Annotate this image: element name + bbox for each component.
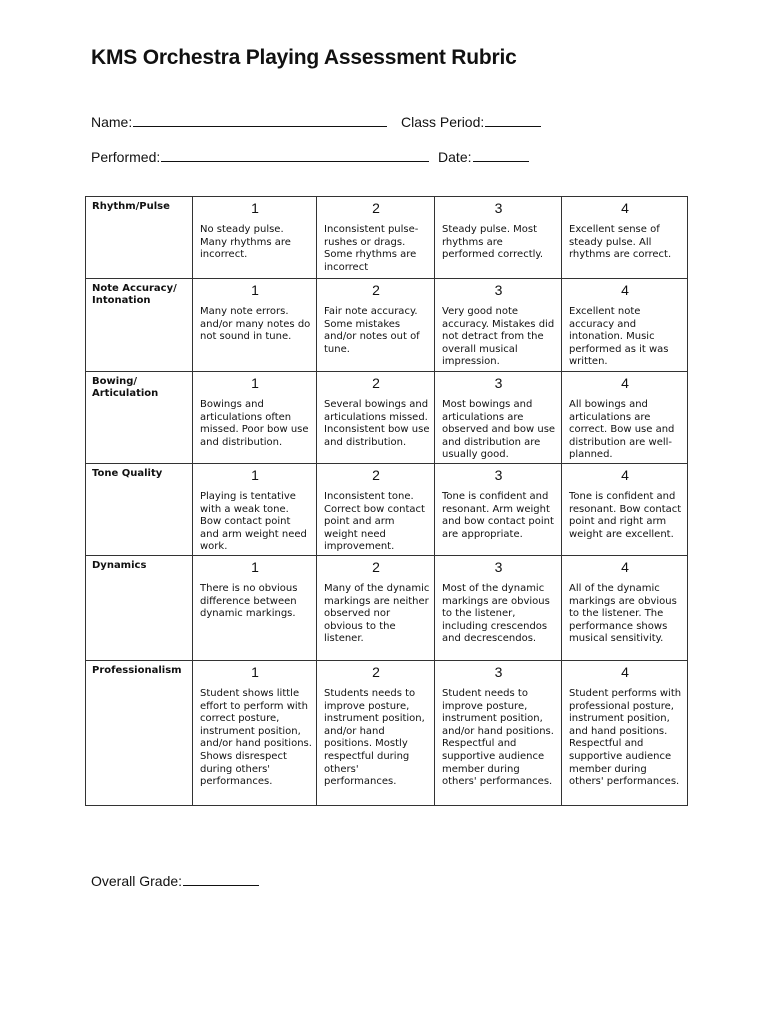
overall-grade-label: Overall Grade: — [91, 873, 183, 889]
level-description: Fair note accuracy. Some mistakes and/or notes out of tune. — [324, 306, 420, 355]
level-description: Playing is tentative with a weak tone. Bow contact point and arm weight need work. — [200, 491, 307, 553]
category-cell: Bowing/ Articulation — [86, 372, 193, 464]
level-description: Student needs to improve posture, instrument position, and/or hand positions. Respectful and supportive audience member during others' performances. — [442, 688, 554, 788]
level-description: Excellent note accuracy and intonation. Music performed as it was written. — [569, 306, 669, 368]
rubric-row-professionalism — [86, 661, 688, 806]
score-label: 3 — [494, 467, 503, 483]
score-label: 1 — [251, 200, 259, 216]
level-description: Steady pulse. Most rhythms are performed correctly. — [442, 224, 544, 261]
score-label: 1 — [251, 282, 259, 298]
level-description: Many note errors. and/or many notes do not sound in tune. — [200, 306, 311, 343]
class-period-label: Class Period: — [401, 114, 485, 130]
level-cell — [193, 372, 317, 464]
score-label: 1 — [251, 467, 259, 483]
score-label: 3 — [494, 200, 503, 216]
rubric-row-rhythm — [86, 197, 688, 279]
level-description: Tone is confident and resonant. Arm weight and bow contact point are appropriate. — [442, 491, 554, 540]
overall-grade-row — [91, 871, 259, 889]
level-cell — [435, 464, 562, 556]
category-cell: Note Accuracy/ Intonation — [86, 279, 193, 372]
score-label: 3 — [494, 282, 503, 298]
level-cell — [435, 372, 562, 464]
level-description: All of the dynamic markings are obvious to the listener. The performance shows musical sensitivity. — [569, 583, 677, 645]
date-label: Date: — [438, 149, 472, 165]
level-cell — [193, 197, 317, 279]
level-description: There is no obvious difference between dynamic markings. — [200, 583, 298, 620]
rubric-row-bowing — [86, 372, 688, 464]
level-cell — [193, 464, 317, 556]
score-label: 1 — [251, 559, 259, 575]
category-cell: Rhythm/Pulse — [86, 197, 193, 279]
score-label: 4 — [621, 282, 629, 298]
level-description: Student performs with professional posture, instrument position, and hand positions. Respectful and supportive audience member during others' performances. — [569, 688, 682, 788]
rubric-table — [85, 196, 688, 806]
category-cell: Dynamics — [86, 556, 193, 661]
performed-row — [91, 147, 529, 165]
score-label: 2 — [372, 375, 380, 391]
level-cell — [562, 464, 688, 556]
level-description: Tone is confident and resonant. Bow contact point and right arm weight are excellent. — [569, 491, 682, 540]
score-label: 2 — [372, 282, 380, 298]
category-cell: Tone Quality — [86, 464, 193, 556]
page-title: KMS Orchestra Playing Assessment Rubric — [91, 46, 517, 69]
level-description: Student shows little effort to perform with correct posture, instrument position, and/or hand positions. Shows disrespect during others' performances. — [200, 688, 312, 788]
level-cell — [435, 661, 562, 806]
level-cell — [193, 556, 317, 661]
level-cell — [317, 279, 435, 372]
level-description: All bowings and articulations are correct. Bow use and distribution are well- planned. — [569, 399, 675, 461]
level-cell — [562, 661, 688, 806]
score-label: 1 — [251, 375, 259, 391]
level-cell — [193, 279, 317, 372]
level-cell — [562, 279, 688, 372]
level-description: Inconsistent tone. Correct bow contact point and arm weight need improvement. — [324, 491, 425, 553]
level-cell — [562, 372, 688, 464]
level-description: Many of the dynamic markings are neither observed nor obvious to the listener. — [324, 583, 430, 645]
level-description: Students needs to improve posture, instrument position, and/or hand positions. Mostly respectful during others' performances. — [324, 688, 425, 788]
performed-field[interactable] — [161, 147, 429, 162]
name-field[interactable] — [133, 112, 387, 127]
level-cell — [317, 556, 435, 661]
score-label: 4 — [621, 559, 629, 575]
level-description: Excellent sense of steady pulse. All rhythms are correct. — [569, 224, 672, 261]
level-cell — [562, 556, 688, 661]
level-description: Inconsistent pulse- rushes or drags. Some rhythms are incorrect — [324, 224, 419, 273]
score-label: 3 — [494, 664, 503, 680]
score-label: 3 — [494, 559, 503, 575]
level-description: Bowings and articulations often missed. Poor bow use and distribution. — [200, 399, 309, 448]
level-cell — [317, 661, 435, 806]
level-cell — [317, 464, 435, 556]
score-label: 4 — [621, 467, 629, 483]
level-cell — [562, 197, 688, 279]
score-label: 2 — [372, 200, 380, 216]
score-label: 3 — [494, 375, 503, 391]
score-label: 4 — [621, 664, 629, 680]
name-label: Name: — [91, 114, 133, 130]
score-label: 4 — [621, 200, 629, 216]
level-description: Very good note accuracy. Mistakes did not detract from the overall musical impression. — [442, 306, 555, 368]
date-field[interactable] — [473, 147, 529, 162]
rubric-row-dynamics — [86, 556, 688, 661]
level-cell — [435, 197, 562, 279]
level-cell — [193, 661, 317, 806]
level-description: No steady pulse. Many rhythms are incorrect. — [200, 224, 291, 261]
level-cell — [435, 279, 562, 372]
category-cell: Professionalism — [86, 661, 193, 806]
level-description: Most of the dynamic markings are obvious to the listener, including crescendos and decrescendos. — [442, 583, 550, 645]
overall-grade-field[interactable] — [183, 871, 259, 886]
performed-label: Performed: — [91, 149, 161, 165]
level-cell — [435, 556, 562, 661]
level-description: Most bowings and articulations are observed and bow use and distribution are usually good. — [442, 399, 556, 461]
name-row — [91, 112, 541, 130]
score-label: 2 — [372, 467, 380, 483]
score-label: 2 — [372, 559, 380, 575]
rubric-row-note-accuracy — [86, 279, 688, 372]
level-description: Several bowings and articulations missed. Inconsistent bow use and distribution. — [324, 399, 430, 448]
class-period-field[interactable] — [485, 112, 541, 127]
level-cell — [317, 197, 435, 279]
level-cell — [317, 372, 435, 464]
score-label: 1 — [251, 664, 259, 680]
score-label: 2 — [372, 664, 380, 680]
rubric-row-tone-quality — [86, 464, 688, 556]
score-label: 4 — [621, 375, 629, 391]
